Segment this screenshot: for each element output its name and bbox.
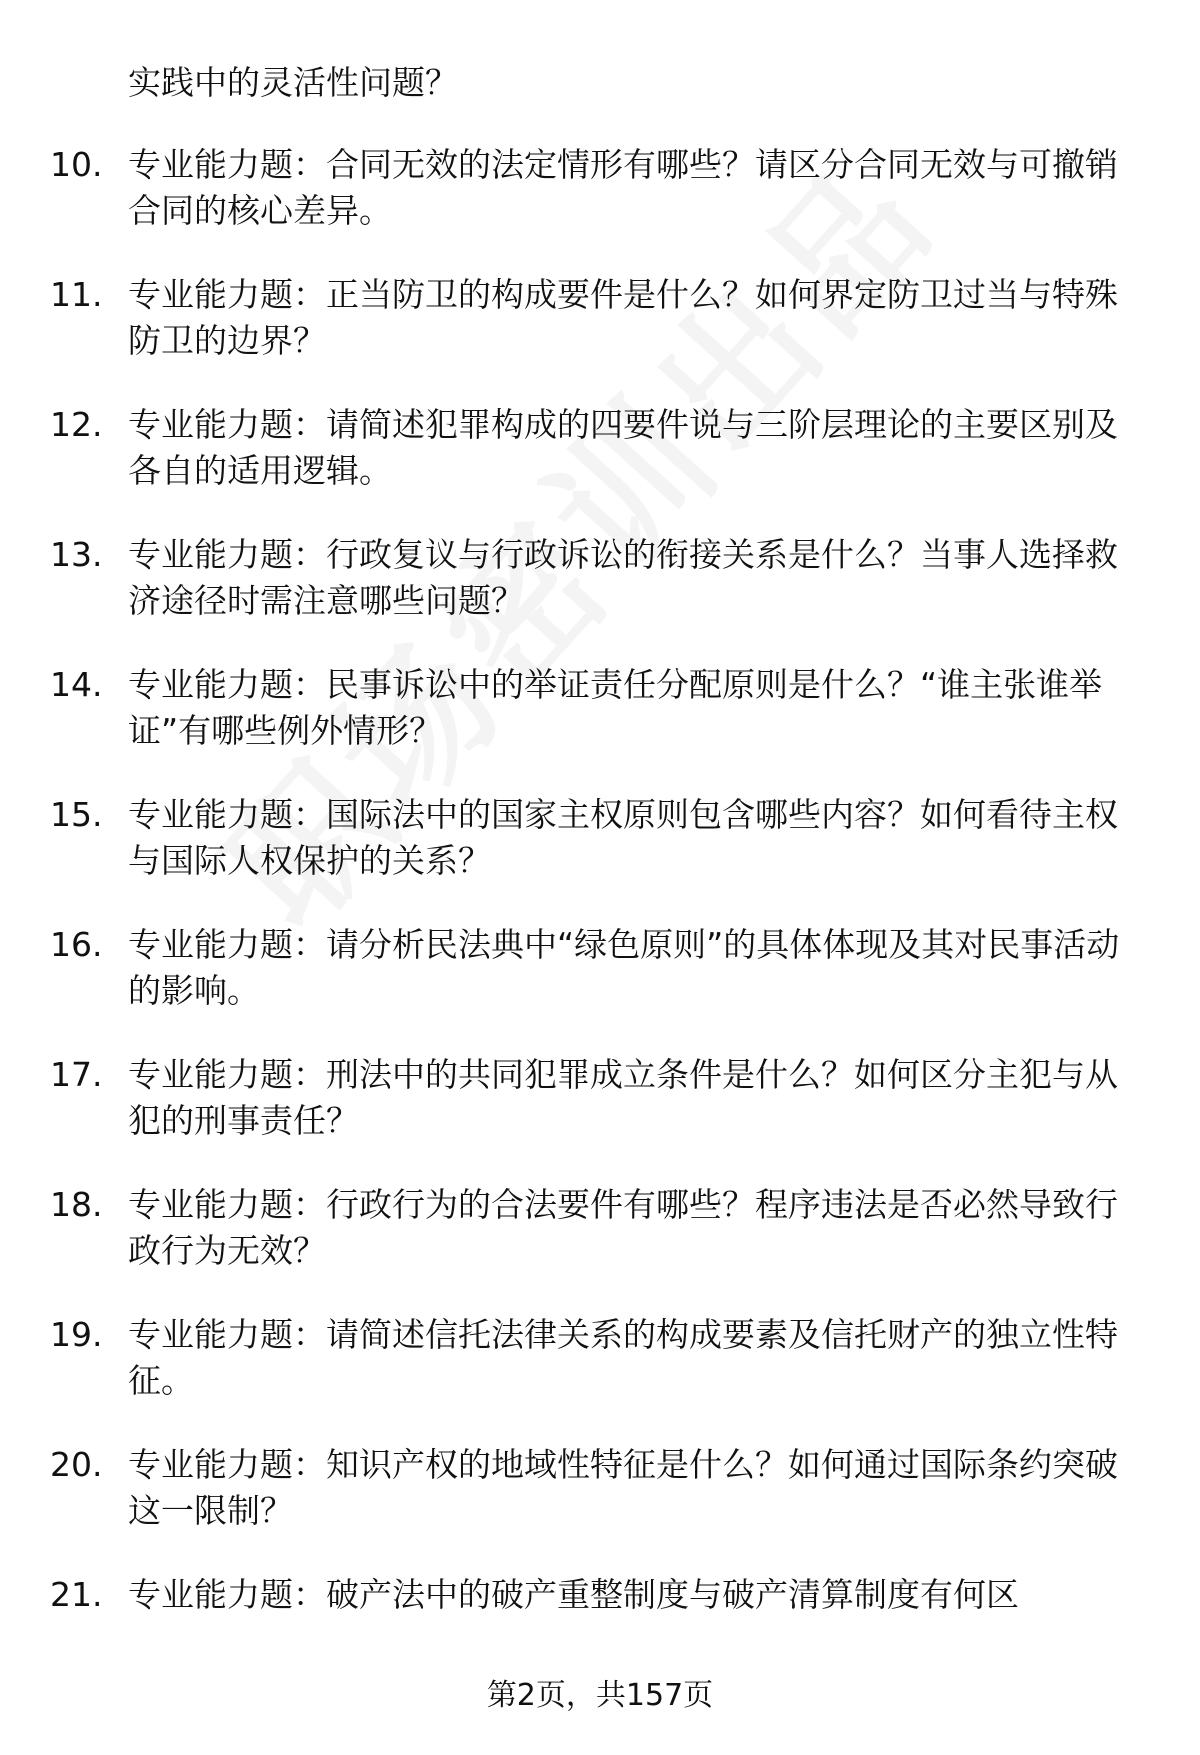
list-item (0, 1182, 1200, 1312)
list-item (0, 272, 1200, 402)
question-number: 12. (50, 405, 103, 444)
question-text: 专业能力题：刑法中的共同犯罪成立条件是什么？如何区分主犯与从犯的刑事责任？ (128, 1055, 1118, 1140)
question-text: 专业能力题：请简述信托法律关系的构成要素及信托财产的独立性特征。 (128, 1315, 1118, 1400)
list-item (0, 922, 1200, 1052)
list-item (0, 402, 1200, 532)
list-item (0, 792, 1200, 922)
question-number: 20. (50, 1445, 103, 1484)
list-item (0, 142, 1200, 272)
list-item (0, 1312, 1200, 1442)
question-text: 专业能力题：知识产权的地域性特征是什么？如何通过国际条约突破这一限制？ (128, 1445, 1118, 1530)
question-number: 11. (50, 275, 103, 314)
question-number: 21. (50, 1575, 103, 1614)
question-text: 专业能力题：正当防卫的构成要件是什么？如何界定防卫过当与特殊防卫的边界？ (128, 275, 1118, 360)
question-text: 专业能力题：行政复议与行政诉讼的衔接关系是什么？当事人选择救济途径时需注意哪些问题？ (128, 535, 1118, 620)
question-text: 专业能力题：合同无效的法定情形有哪些？请区分合同无效与可撤销合同的核心差异。 (128, 145, 1118, 230)
question-number: 17. (50, 1055, 103, 1094)
question-text: 专业能力题：请分析民法典中“绿色原则”的具体体现及其对民事活动的影响。 (128, 925, 1120, 1010)
question-number: 10. (50, 145, 103, 184)
question-text: 专业能力题：请简述犯罪构成的四要件说与三阶层理论的主要区别及各自的适用逻辑。 (128, 405, 1118, 490)
list-item (0, 662, 1200, 792)
question-text: 专业能力题：破产法中的破产重整制度与破产清算制度有何区 (128, 1575, 1019, 1614)
question-number: 18. (50, 1185, 103, 1224)
list-item (0, 532, 1200, 662)
list-item (0, 1052, 1200, 1182)
question-number: 13. (50, 535, 103, 574)
list-item (0, 1442, 1200, 1572)
question-text: 专业能力题：国际法中的国家主权原则包含哪些内容？如何看待主权与国际人权保护的关系？ (128, 795, 1118, 880)
question-number: 14. (50, 665, 103, 704)
question-text: 专业能力题：民事诉讼中的举证责任分配原则是什么？“谁主张谁举证”有哪些例外情形？ (128, 665, 1103, 750)
continued-text: 实践中的灵活性问题？ (128, 63, 458, 102)
question-list (0, 142, 1200, 1702)
question-number: 16. (50, 925, 103, 964)
page-indicator: 第2页，共157页 (486, 1678, 714, 1713)
question-number: 15. (50, 795, 103, 834)
question-number: 19. (50, 1315, 103, 1354)
question-text: 专业能力题：行政行为的合法要件有哪些？程序违法是否必然导致行政行为无效？ (128, 1185, 1118, 1270)
